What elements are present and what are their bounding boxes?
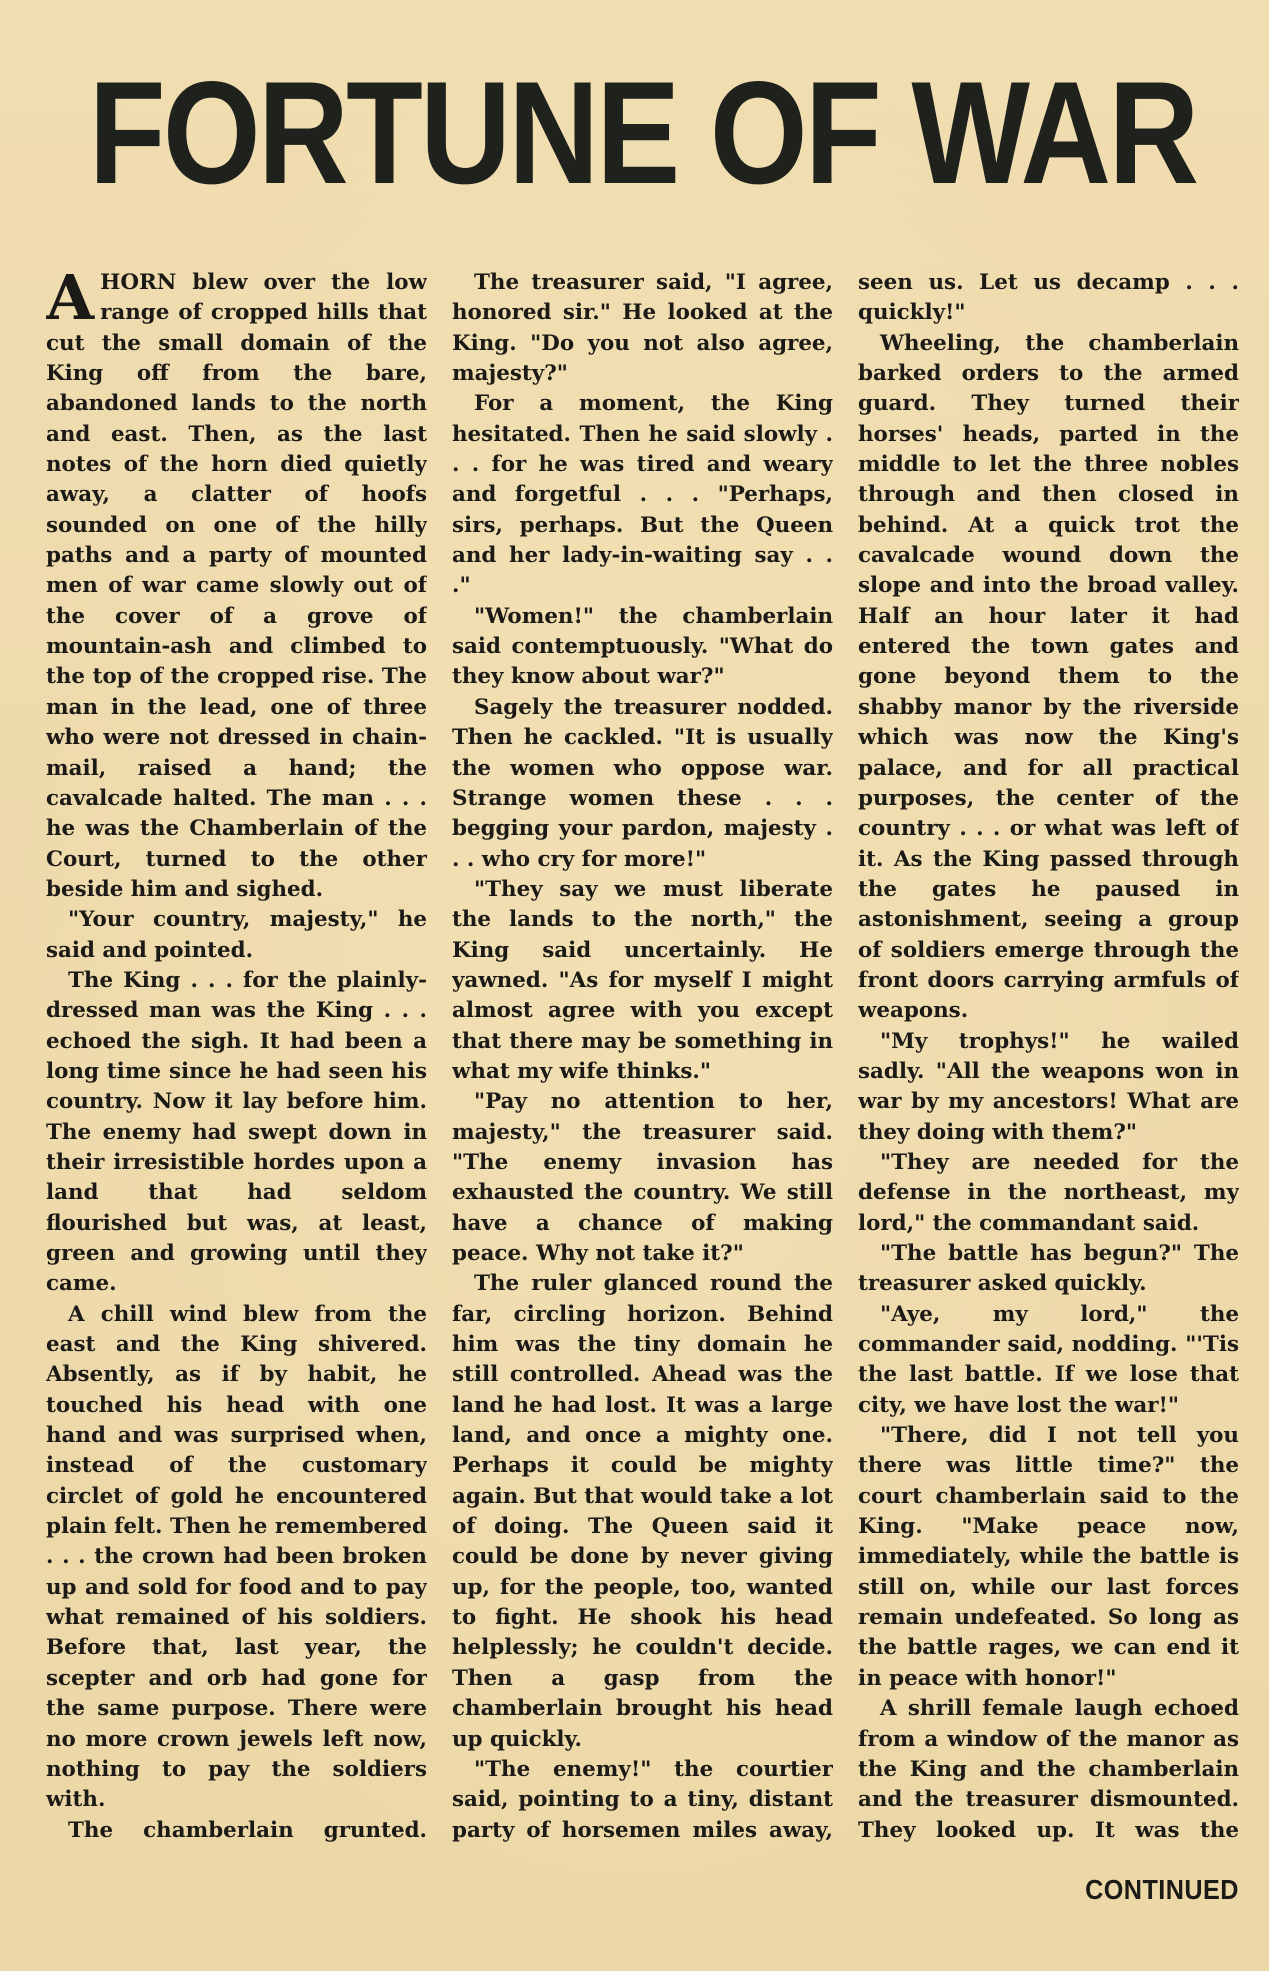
paragraph-text: "There, did I not tell you there was little time?" the court chamberlain said to the King. "Make peace now, immediately, while the battle is still on, while our last forces remain undefeated. So long as the battle rages, we can end it in peace with honor!" xyxy=(858,1423,1239,1691)
paragraph xyxy=(858,268,1239,329)
paragraph-text: For a moment, the King hesitated. Then he said slowly . . . for he was tired and weary and forgetful . . . "Perhaps, sirs, perhaps. But the Queen and her lady-in-waiting say . . ." xyxy=(452,391,833,599)
paragraph-text: "My trophys!" he wailed sadly. "All the weapons won in war by my ancestors! What are they doing with them?" xyxy=(858,1028,1239,1145)
paragraph-text: The chamberlain grunted. xyxy=(68,1817,427,1843)
paragraph-text: The King . . . for the plainly-dressed man was the King . . . echoed the sigh. It had been a long time since he had seen his country. Now it lay before him. The enemy had swept down in their irresistible hordes upon a land that had seldom flourished but was, at least, green and growing until they came. xyxy=(46,967,427,1297)
paragraph-text: Sagely the treasurer nodded. Then he cackled. "It is usually the women who oppose war. Strange women these . . . begging your pardon, majesty . . . who cry for more!" xyxy=(452,694,833,872)
text-column-2 xyxy=(452,268,833,1848)
paragraph-text: "They are needed for the defense in the northeast, my lord," the commandant said. xyxy=(858,1149,1239,1236)
paragraph-text: "Your country, majesty," he said and pointed. xyxy=(46,907,427,963)
paragraph-text: "The battle has begun?" The treasurer asked quickly. xyxy=(858,1241,1239,1297)
paragraph-text: The treasurer said, "I agree, honored sir." He looked at the King. "Do you not also agree, majesty?" xyxy=(452,270,833,387)
drop-cap: A xyxy=(46,268,95,334)
paragraph-text: "Pay no attention to her, majesty," the treasurer said. "The enemy invasion has exhausted the country. We still have a chance of making peace. Why not take it?" xyxy=(452,1089,833,1266)
paragraph xyxy=(452,693,833,875)
paragraph xyxy=(452,389,833,601)
text-column-1 xyxy=(46,268,427,1848)
paragraph xyxy=(452,875,833,1087)
paragraph xyxy=(452,268,833,389)
paragraph-text: A chill wind blew from the east and the King shivered. Absently, as if by habit, he touched his head with one hand and was surprised when, instead of the customary circlet of gold he encountered plain felt. Then he remembered . . . the crown had been broken up and sold for food and to pay what remained of his soldiers. Before that, last year, the scepter and orb had gone for the same purpose. There were no more crown jewels left now, nothing to pay the soldiers with. xyxy=(46,1301,427,1813)
paragraph xyxy=(858,1239,1239,1300)
paragraph xyxy=(858,1027,1239,1148)
paragraph xyxy=(858,1421,1239,1694)
paragraph xyxy=(858,329,1239,1027)
paragraph xyxy=(858,1300,1239,1421)
text-column-3 xyxy=(858,268,1239,1848)
paragraph-text: seen us. Let us decamp . . . quickly!" xyxy=(858,270,1239,326)
story-title: FORTUNE OF WAR xyxy=(88,51,1197,214)
paragraph xyxy=(46,1816,427,1848)
paragraph xyxy=(452,1755,833,1848)
paragraph xyxy=(46,268,427,905)
paragraph-text: HORN blew over the low range of cropped hills that cut the small domain of the King off from the bare, abandoned lands to the north and east. Then, as the last notes of the horn died quietly away, a clatter of hoofs sounded on one of the hilly paths and a party of mounted men of war came slowly out of the cover of a grove of mountain-ash and climbed to the top of the cropped rise. The man in the lead, one of three who were not dressed in chain-mail, raised a hand; the cavalcade halted. The man . . . he was the Chamberlain of the Court, turned to the other beside him and sighed. xyxy=(46,270,427,902)
paragraph xyxy=(858,1694,1239,1848)
paragraph xyxy=(46,1300,427,1816)
text-columns xyxy=(46,268,1240,1848)
paragraph-text: A shrill female laugh echoed from a window of the manor as the King and the chamberlain and the treasurer dismounted. They looked up. It was the xyxy=(858,1696,1239,1843)
paragraph-text: "The enemy!" the courtier said, pointing to a tiny, distant party of horsemen miles away, xyxy=(452,1756,833,1843)
paragraph xyxy=(46,905,427,966)
paragraph xyxy=(858,1148,1239,1239)
paragraph-text: Wheeling, the chamberlain barked orders to the armed guard. They turned their horses' heads, parted in the middle to let the three nobles through and then closed in behind. At a quick trot the cavalcade wound down the slope and into the broad valley. Half an hour later it had entered the town gates and gone beyond them to the shabby manor by the riverside which was now the King's palace, and for all practical purposes, the center of the country . . . or what was left of it. As the King passed through the gates he paused in astonishment, seeing a group of soldiers emerge through the front doors carrying armfuls of weapons. xyxy=(858,330,1239,1024)
paragraph-text: "Aye, my lord," the commander said, nodding. "'Tis the last battle. If we lose that city, we have lost the war!" xyxy=(858,1301,1239,1418)
paragraph xyxy=(452,1269,833,1755)
paragraph xyxy=(452,1087,833,1269)
paragraph xyxy=(452,602,833,693)
paragraph xyxy=(46,966,427,1300)
paragraph-text: The ruler glanced round the far, circling horizon. Behind him was the tiny domain he still controlled. Ahead was the land he had lost. It was a large land, and once a mighty one. Perhaps it could be mighty again. But that would take a lot of doing. The Queen said it could be done by never giving up, for the people, too, wanted to fight. He shook his head helplessly; he couldn't decide. Then a gasp from the chamberlain brought his head up quickly. xyxy=(452,1271,833,1752)
paragraph-text: "They say we must liberate the lands to the north," the King said uncertainly. He yawned. "As for myself I might almost agree with you except that there may be something in what my wife thinks." xyxy=(452,876,833,1084)
paragraph-text: "Women!" the chamberlain said contemptuously. "What do they know about war?" xyxy=(452,603,833,690)
continued-label: CONTINUED xyxy=(1085,1874,1239,1905)
